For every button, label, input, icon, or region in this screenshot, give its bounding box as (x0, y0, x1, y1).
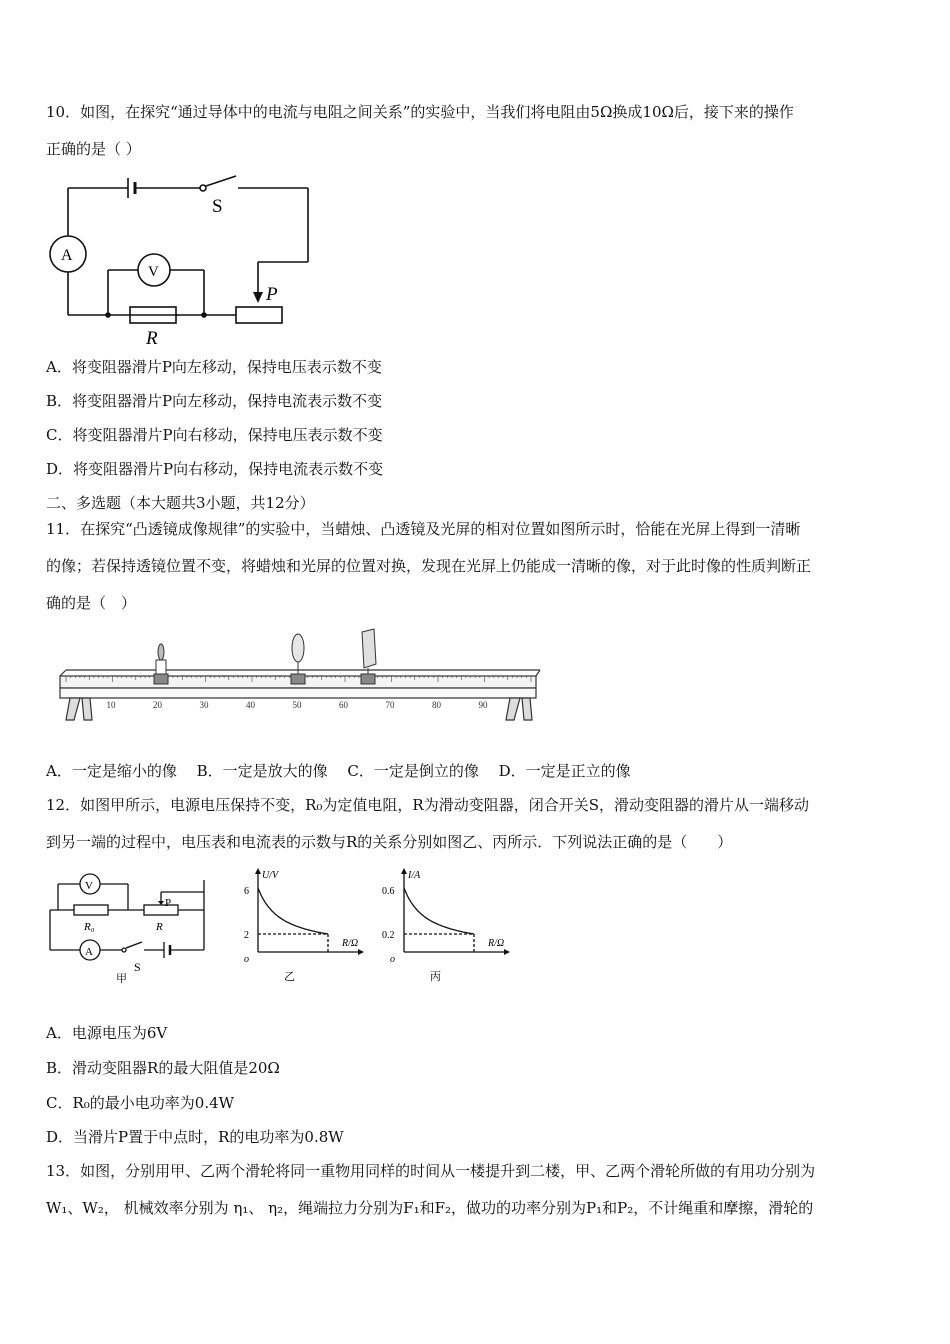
lens-icon (291, 634, 305, 684)
label-R: R (146, 328, 158, 349)
bench-tick-label: 10 (106, 700, 116, 710)
q10-option-a[interactable]: A．将变阻器滑片P向左移动，保持电压表示数不变 (46, 358, 382, 376)
q12-stem-line2: 到另一端的过程中，电压表和电流表的示数与R的关系分别如图乙、丙所示．下列说法正确的是（ ） (46, 833, 733, 851)
yi-curve (258, 888, 328, 934)
bench-tick-label: 80 (432, 700, 441, 710)
q11-stem-line1: 11．在探究“凸透镜成像规律”的实验中，当蜡烛、凸透镜及光屏的相对位置如图所示时，恰能在光屏上得到一清晰 (46, 520, 801, 538)
label-P: P (266, 284, 278, 305)
bing-caption: 丙 (430, 971, 441, 983)
bing-y-low: 0.2 (382, 930, 395, 941)
section-heading: 二、多选题（本大题共3小题，共12分） (46, 494, 315, 512)
bing-y-top: 0.6 (382, 886, 395, 897)
q12-option-c[interactable]: C．R₀的最小电功率为0.4W (46, 1094, 235, 1112)
q10-option-d[interactable]: D．将变阻器滑片P向右移动，保持电流表示数不变 (46, 460, 384, 478)
jia-label-S: S (134, 960, 141, 974)
screen-icon (361, 629, 376, 684)
label-V: V (148, 264, 159, 280)
q11-stem-line3: 确的是（ ） (46, 594, 137, 612)
bench-tick-label: 20 (153, 700, 162, 710)
optical-bench-diagram (52, 628, 542, 728)
yi-y-low: 2 (244, 930, 249, 941)
label-A: A (61, 247, 73, 264)
q10-stem-line1: 10．如图，在探究“通过导体中的电流与电阻之间关系”的实验中，当我们将电阻由5Ω换成10Ω后，接下来的操作 (46, 103, 794, 121)
bench-tick-label: 90 (478, 700, 488, 710)
bing-ylabel: I/A (408, 870, 421, 881)
q12-stem-line1: 12．如图甲所示，电源电压保持不变，R₀为定值电阻，R为滑动变阻器，闭合开关S，滑动变阻器的滑片从一端移动 (46, 796, 809, 814)
q10-option-b[interactable]: B．将变阻器滑片P向左移动，保持电流表示数不变 (46, 392, 383, 410)
q12-graph-bing (376, 866, 516, 986)
q12-option-a[interactable]: A．电源电压为6V (46, 1024, 168, 1042)
bing-origin: o (390, 954, 395, 965)
q12-option-b[interactable]: B．滑动变阻器R的最大阻值是20Ω (46, 1059, 280, 1077)
bing-curve (404, 888, 474, 934)
jia-label-P: P (165, 897, 172, 909)
bench-tick-label: 60 (339, 700, 348, 710)
bench-tick-label: 30 (199, 700, 209, 710)
jia-label-R: R (156, 921, 163, 933)
q13-stem-line1: 13．如图，分别用甲、乙两个滑轮将同一重物用同样的时间从一楼提升到二楼，甲、乙两个滑轮所做的有用功分别为 (46, 1162, 816, 1180)
jia-label-A: A (85, 946, 93, 958)
yi-y-top: 6 (244, 886, 249, 897)
bench-tick-label: 40 (246, 700, 255, 710)
label-S: S (212, 196, 223, 217)
q11-stem-line2: 的像；若保持透镜位置不变，将蜡烛和光屏的位置对换，发现在光屏上仍能成一清晰的像，对于此时像的性质判断正 (46, 557, 812, 575)
switch-blade (206, 176, 236, 186)
jia-label-V: V (85, 880, 93, 892)
bing-xlabel: R/Ω (488, 938, 505, 949)
q12-graph-yi (238, 866, 368, 986)
yi-xlabel: R/Ω (342, 938, 359, 949)
candle-icon (154, 644, 168, 684)
jia-caption: 甲 (116, 973, 127, 985)
jia-label-R0: R₀ (84, 921, 95, 933)
q10-circuit-diagram (40, 170, 330, 350)
q10-stem-line2: 正确的是（ ） (46, 140, 141, 158)
q12-option-d[interactable]: D．当滑片P置于中点时，R的电功率为0.8W (46, 1128, 344, 1146)
yi-ylabel: U/V (262, 870, 279, 881)
q10-option-c[interactable]: C．将变阻器滑片P向右移动，保持电压表示数不变 (46, 426, 383, 444)
q13-stem-line2: W₁、W₂， 机械效率分别为 η₁、 η₂，绳端拉力分别为F₁和F₂，做功的功率分别为P₁和P₂，不计绳重和摩擦，滑轮的 (46, 1199, 814, 1217)
bench-tick-label: 50 (292, 700, 302, 710)
bench-tick-label: 70 (385, 700, 395, 710)
yi-caption: 乙 (284, 971, 295, 983)
yi-origin: o (244, 954, 249, 965)
q12-circuit-jia (44, 870, 214, 985)
q11-options[interactable]: A．一定是缩小的像 B．一定是放大的像 C．一定是倒立的像 D．一定是正立的像 (46, 762, 631, 780)
